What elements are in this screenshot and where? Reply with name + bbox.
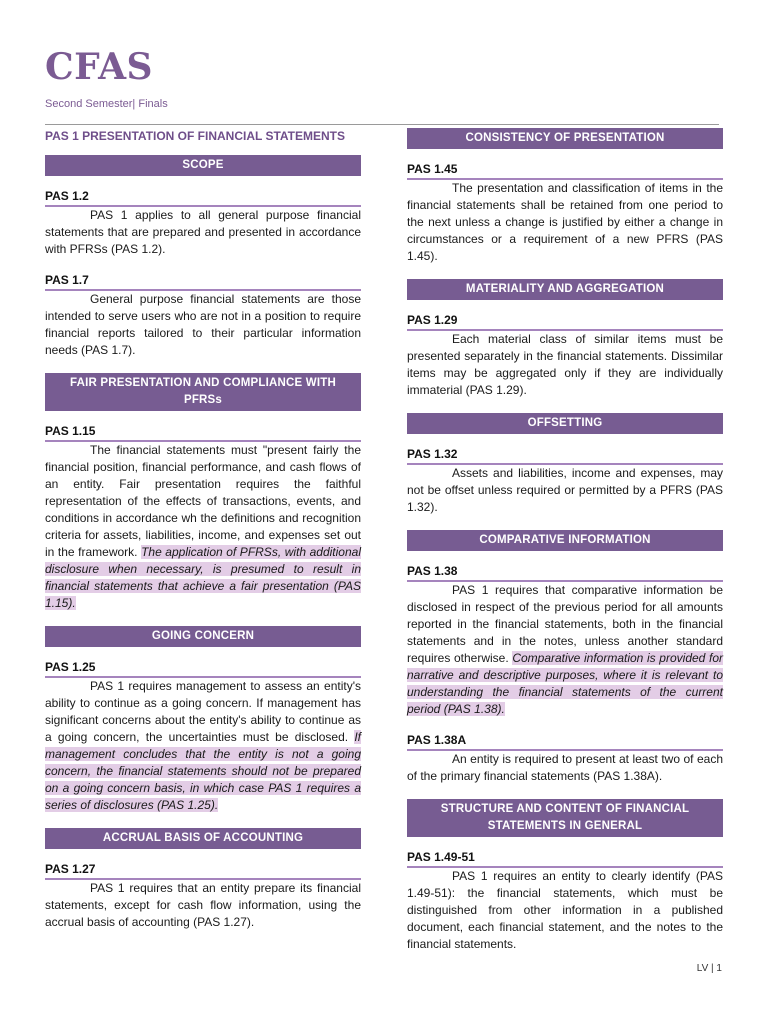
paragraph (45, 678, 361, 814)
paragraph: PAS 1 requires that an entity prepare its financial statements, except for cash flow information, using the accrual basis of accounting (PAS 1.27). (45, 881, 361, 929)
section-bar-fair-presentation: FAIR PRESENTATION AND COMPLIANCE WITH PFRSs (45, 373, 361, 411)
reference-label: PAS 1.2 (45, 188, 361, 207)
paragraph: PAS 1 requires an entity to clearly identify (PAS 1.49-51): the financial statements, which must be distinguished from other information in a published document, each financial statement, and the notes to the financial statements. (407, 869, 723, 951)
paragraph-text: The financial statements must "present fairly the financial position, financial performance, and cash flows of an entity. Fair presentation requires the faithful representation of the effects of transactions, events, and conditions in accordance wh the definitions and recognition criteria for assets, liabilities, income, and expenses set out in the framework. (45, 443, 361, 559)
section-bar-consistency: CONSISTENCY OF PRESENTATION (407, 128, 723, 149)
section-bar-accrual-basis: ACCRUAL BASIS OF ACCOUNTING (45, 828, 361, 849)
section-bar-materiality: MATERIALITY AND AGGREGATION (407, 279, 723, 300)
left-column (45, 127, 361, 945)
section-bar-comparative: COMPARATIVE INFORMATION (407, 530, 723, 551)
highlighted-text: If management concludes that the entity is not a going concern, the financial statements should not be prepared on a going concern basis, in which case PAS 1 requires a series of disclosures (PAS 1.25). (45, 730, 361, 812)
document-subtitle: Second Semester| Finals (45, 98, 168, 110)
paragraph (407, 582, 723, 718)
section-bar-offsetting: OFFSETTING (407, 413, 723, 434)
reference-label: PAS 1.38 (407, 563, 723, 582)
paragraph-text: PAS 1 requires management to assess an entity's ability to continue as a going concern. If management has significant concerns about the entity's ability to continue as a going concern, the uncertainties must be disclosed. (45, 679, 361, 744)
document-heading: PAS 1 PRESENTATION OF FINANCIAL STATEMENTS (45, 129, 346, 143)
reference-label: PAS 1.25 (45, 659, 361, 678)
paragraph (45, 442, 361, 612)
paragraph: The presentation and classification of items in the financial statements shall be retained from one period to the next unless a change is justified by either a change in circumstances or a requirement of a new PFRS (PAS 1.45). (407, 181, 723, 263)
reference-label: PAS 1.32 (407, 446, 723, 465)
paragraph-text: PAS 1 requires that comparative information be disclosed in respect of the previous period for all amounts reported in the financial statements, both in the financial statements and in the notes, unless another standard requires otherwise. (407, 583, 723, 665)
reference-label: PAS 1.7 (45, 272, 361, 291)
section-bar-going-concern: GOING CONCERN (45, 626, 361, 647)
reference-label: PAS 1.38A (407, 732, 723, 751)
page-number: LV | 1 (696, 963, 722, 974)
highlighted-text: The application of PFRSs, with additional disclosure when necessary, is presumed to result in financial statements that achieve a fair presentation (PAS 1.15). (45, 545, 361, 610)
paragraph: Each material class of similar items must be presented separately in the financial statements. Dissimilar items may be aggregated only if they are individually immaterial (PAS 1.29). (407, 332, 723, 397)
paragraph: Assets and liabilities, income and expenses, may not be offset unless required or permitted by a PFRS (PAS 1.32). (407, 466, 723, 514)
paragraph: General purpose financial statements are those intended to serve users who are not in a position to require financial reports tailored to their particular information needs (PAS 1.7). (45, 292, 361, 357)
section-bar-structure: STRUCTURE AND CONTENT OF FINANCIAL STATEMENTS IN GENERAL (407, 799, 723, 837)
reference-label: PAS 1.27 (45, 861, 361, 880)
right-column (407, 127, 723, 967)
section-bar-scope: SCOPE (45, 155, 361, 176)
document-title: CFAS (45, 46, 154, 88)
paragraph: PAS 1 applies to all general purpose financial statements that are prepared and presented in accordance with PFRSs (PAS 1.2). (45, 208, 361, 256)
paragraph: An entity is required to present at least two of each of the primary financial statements (PAS 1.38A). (407, 752, 723, 783)
reference-label: PAS 1.45 (407, 161, 723, 180)
reference-label: PAS 1.49-51 (407, 849, 723, 868)
reference-label: PAS 1.29 (407, 312, 723, 331)
highlighted-text: Comparative information is provided for narrative and descriptive purposes, where it is relevant to understanding the financial statements of the current period (PAS 1.38). (407, 651, 723, 716)
header-divider (45, 124, 719, 125)
reference-label: PAS 1.15 (45, 423, 361, 442)
